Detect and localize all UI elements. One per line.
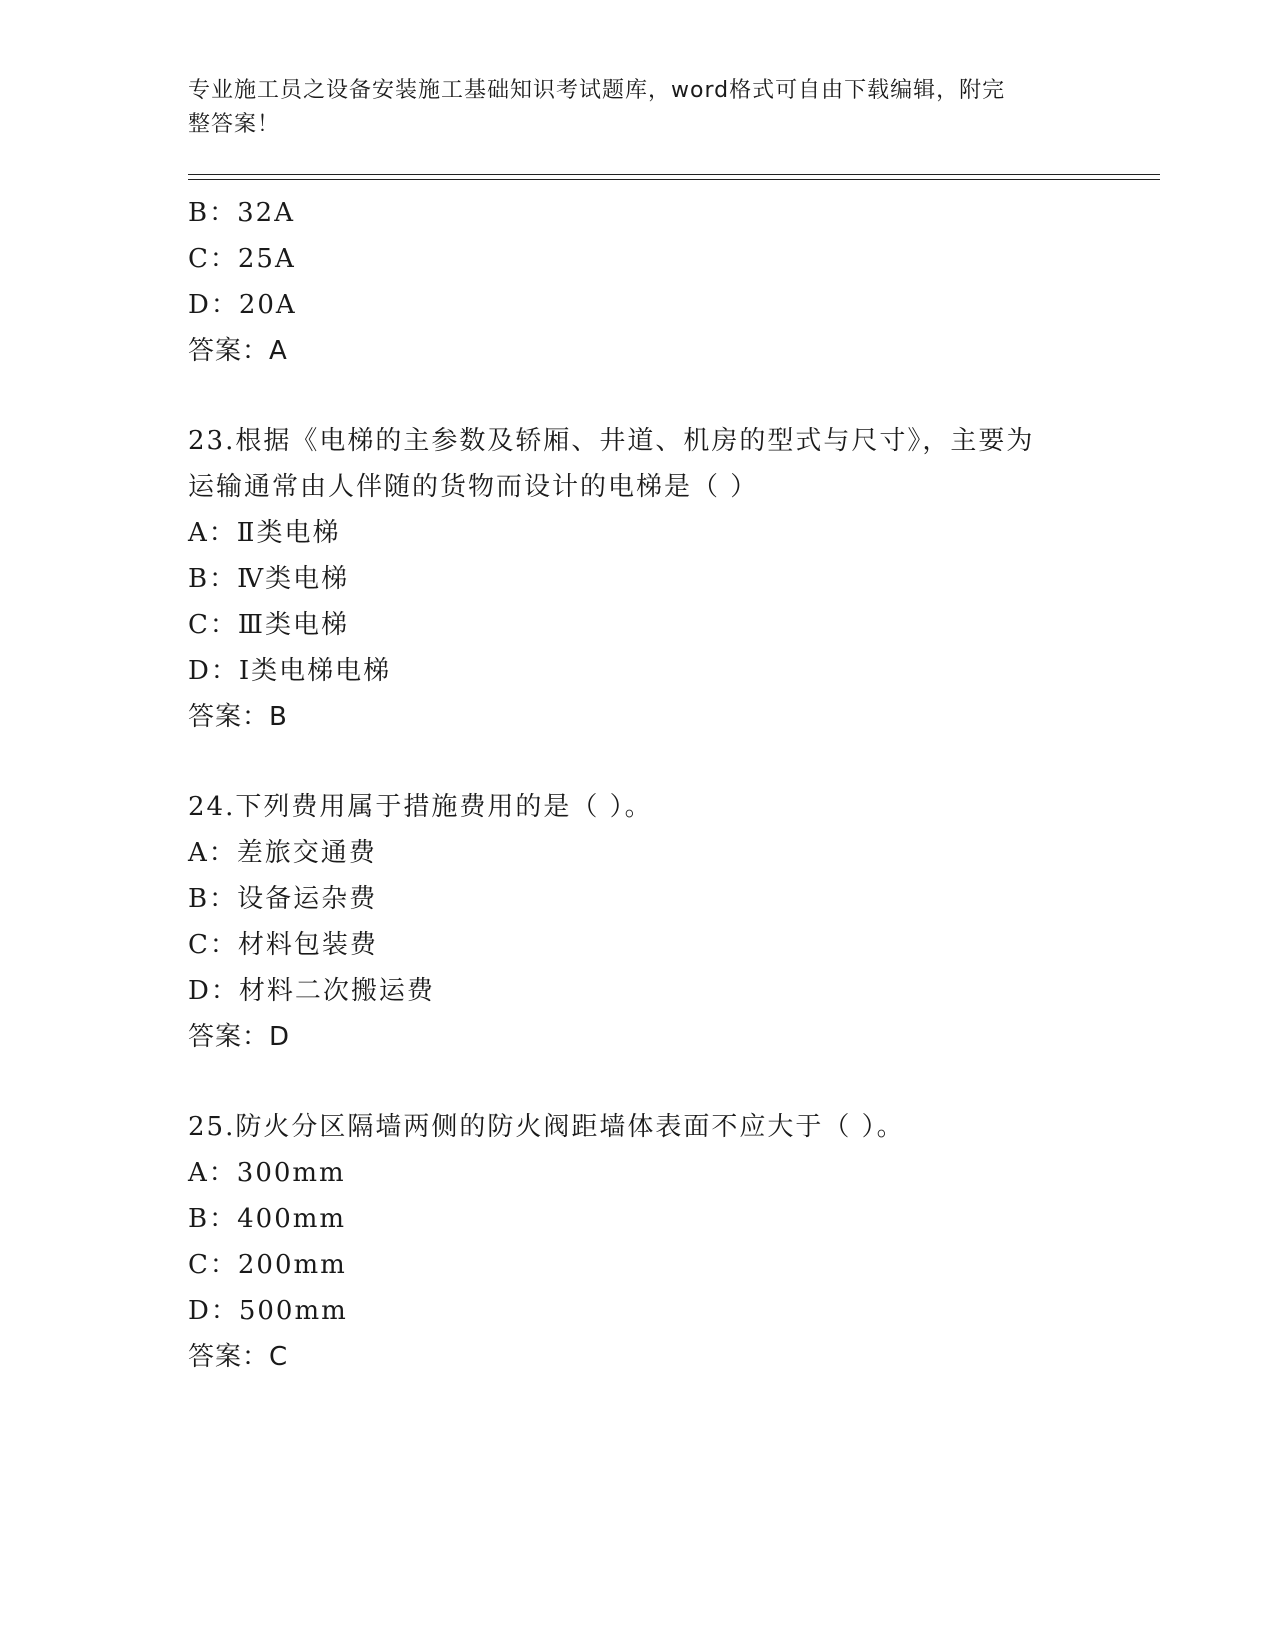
- header-divider-bottom: [188, 179, 1160, 180]
- question-24: [188, 784, 1128, 1060]
- option-d: D：材料二次搬运费: [188, 976, 435, 1006]
- option-a: A：Ⅱ类电梯: [188, 518, 341, 548]
- option-a: A：差旅交通费: [188, 838, 377, 868]
- option-b: B：设备运杂费: [188, 884, 378, 914]
- option-b: B：32A: [188, 198, 295, 228]
- header-divider-top: [188, 174, 1160, 175]
- option-c: C：200mm: [188, 1250, 347, 1280]
- option-c: C：材料包装费: [188, 930, 378, 960]
- answer: 答案：B: [188, 702, 288, 732]
- option-d: D：Ⅰ类电梯电梯: [188, 656, 392, 686]
- option-d: D：500mm: [188, 1296, 348, 1326]
- header-line-1: 专业施工员之设备安装施工基础知识考试题库，word格式可自由下载编辑，附完: [188, 78, 1006, 103]
- question-text-line-1: 23.根据《电梯的主参数及轿厢、井道、机房的型式与尺寸》，主要为: [188, 426, 1035, 456]
- answer: 答案：C: [188, 1342, 289, 1372]
- answer: 答案：A: [188, 336, 288, 366]
- option-c: C：Ⅲ类电梯: [188, 610, 349, 640]
- option-b: B：Ⅳ类电梯: [188, 564, 350, 594]
- question-25: [188, 1104, 1128, 1380]
- question-text-line-1: 25.防火分区隔墙两侧的防火阀距墙体表面不应大于（ ）。: [188, 1112, 905, 1142]
- header-line-2: 整答案！: [188, 112, 281, 137]
- option-a: A：300mm: [188, 1158, 346, 1188]
- option-b: B：400mm: [188, 1204, 347, 1234]
- question-text-line-2: 运输通常由人伴随的货物而设计的电梯是（ ）: [188, 472, 759, 502]
- page-header: [188, 74, 1088, 142]
- question-text-line-1: 24.下列费用属于措施费用的是（ ）。: [188, 792, 653, 822]
- option-d: D：20A: [188, 290, 297, 320]
- option-c: C：25A: [188, 244, 296, 274]
- answer: 答案：D: [188, 1022, 291, 1052]
- question-23: [188, 418, 1128, 740]
- question-22-tail: [188, 190, 1128, 374]
- document-body: [188, 190, 1128, 1380]
